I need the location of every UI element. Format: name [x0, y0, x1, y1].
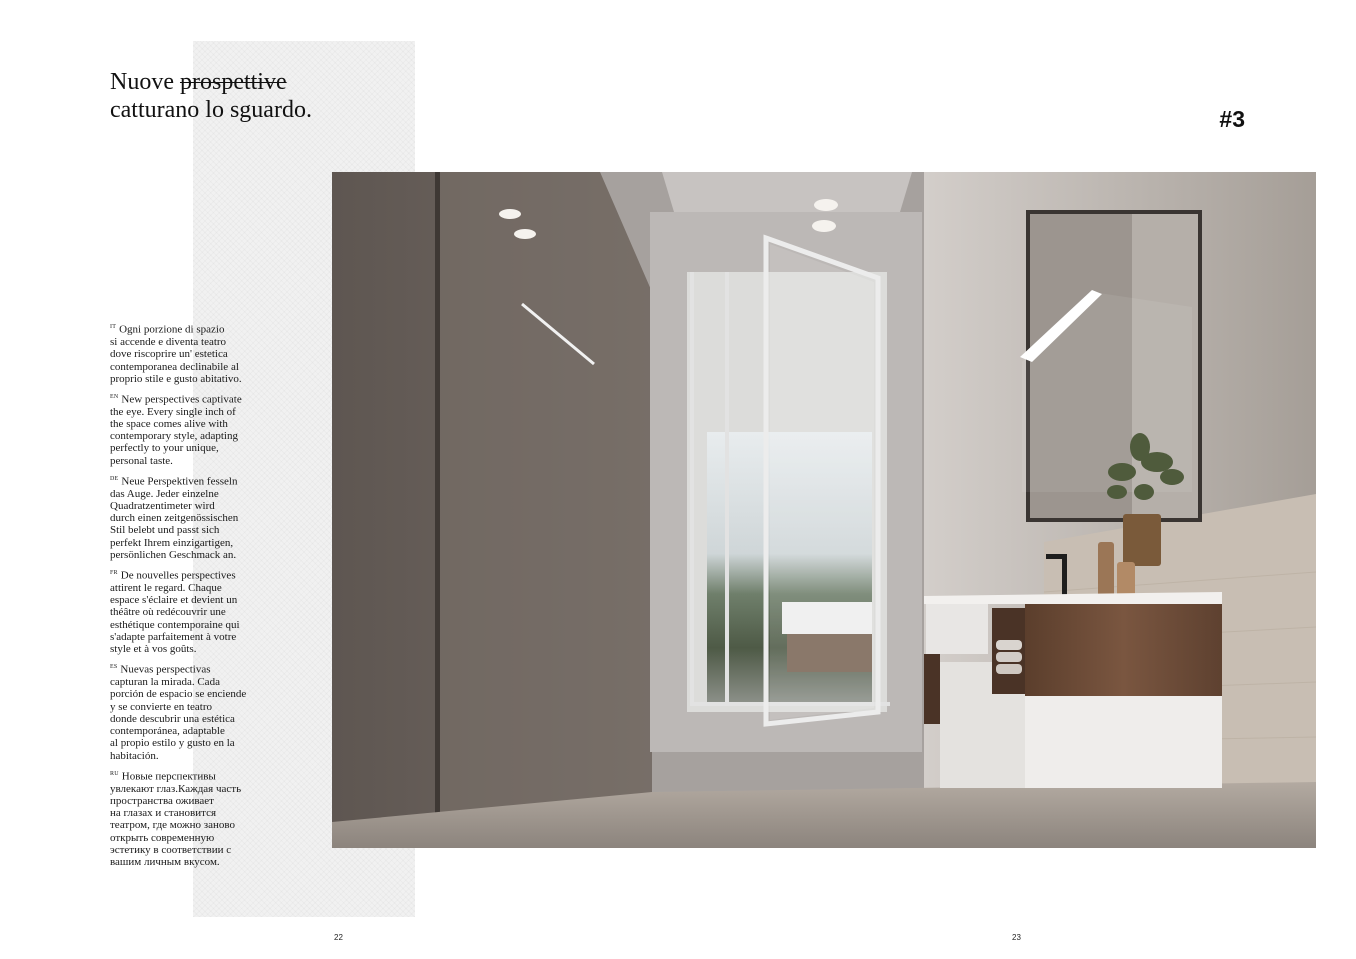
lang-block-ru	[110, 768, 270, 869]
multilingual-text	[110, 321, 270, 874]
lang-code: RU	[110, 770, 119, 777]
page-headline	[110, 68, 312, 124]
lang-block-fr	[110, 567, 270, 656]
lang-text: Новые перспективы увлекают глаз.Каждая часть пространства оживает на глазах и становится театром, где можно заново открыть современную эстетику в соответствии с вашим личным вкусом.	[110, 770, 242, 869]
headline-word: Nuove	[110, 69, 174, 95]
section-number: #3	[1219, 106, 1245, 132]
headline-struck-word: prospettive	[179, 69, 287, 95]
lang-block-en	[110, 391, 270, 467]
lang-block-de	[110, 473, 270, 562]
lang-text: De nouvelles perspectives attirent le regard. Chaque espace s'éclaire et devient un théâtre où redécouvrir une esthétique contemporaine qui s'adapte parfaitement à votre style et à vos goûts.	[110, 569, 240, 656]
lang-code: ES	[110, 664, 118, 671]
lang-code: FR	[110, 569, 118, 576]
lang-code: IT	[110, 324, 117, 330]
bathroom-photo	[332, 172, 1316, 848]
lang-block-es	[110, 661, 270, 762]
page-number-left: 22	[334, 933, 343, 942]
page-number-right: 23	[1012, 933, 1021, 942]
lang-text: Neue Perspektiven fesseln das Auge. Jeder einzelne Quadratzentimeter wird durch einen zeitgenössischen Stil belebt und passt sich perfekt Ihrem einzigartigen, persönlichen Geschmack an.	[110, 475, 239, 562]
lang-text: Ogni porzione di spazio si accende e diventa teatro dove riscoprire un' estetica contemporanea declinabile al proprio stile e gusto abitativo.	[110, 323, 242, 385]
lang-text: Nuevas perspectivas capturan la mirada. Cada porción de espacio se enciende y se convierte en teatro donde descubrir una estética contemporánea, adaptable al propio estilo y gusto en la habitación.	[110, 663, 247, 762]
lang-code: DE	[110, 475, 119, 482]
lang-text: New perspectives captivate the eye. Every single inch of the space comes alive with contemporary style, adapting perfectly to your unique, personal taste.	[110, 393, 242, 467]
lang-block-it	[110, 321, 270, 385]
lang-code: EN	[110, 393, 119, 400]
headline-line-2: catturano lo sguardo.	[110, 97, 312, 123]
